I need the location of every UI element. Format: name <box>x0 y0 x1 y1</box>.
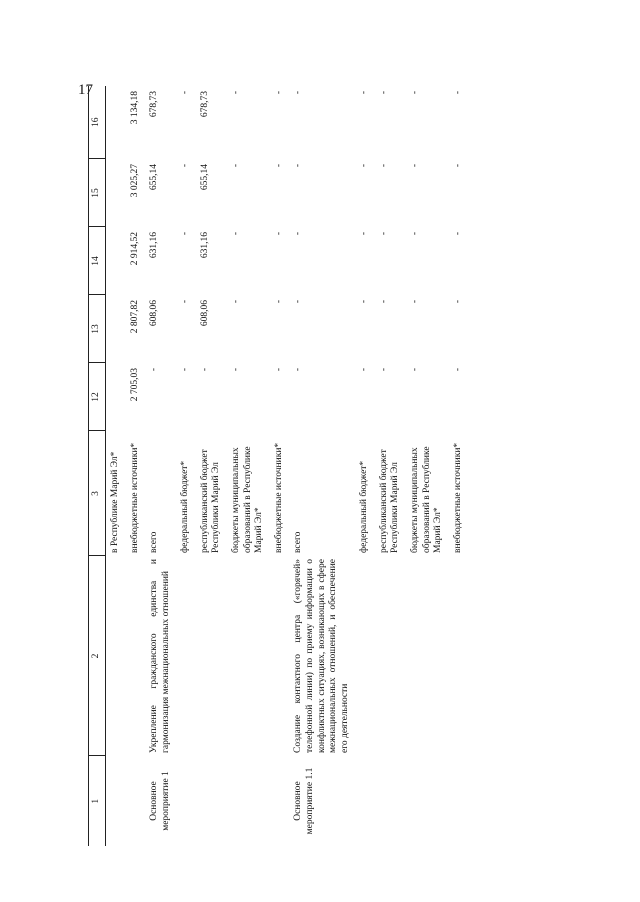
funding-source-cell: внебюджетные источники* <box>273 442 284 553</box>
table-row <box>176 86 196 846</box>
year-value-cell: - <box>273 300 284 304</box>
year-value-cell: 655,14 <box>149 164 160 191</box>
year-value-cell: - <box>231 300 242 304</box>
year-value-cell: - <box>180 164 191 168</box>
budget-table <box>88 86 468 846</box>
header-col-15: 15 <box>89 159 106 227</box>
year-value-cell: - <box>180 368 191 372</box>
year-value-cell: - <box>273 164 284 168</box>
year-value-cell: - <box>293 232 304 236</box>
year-value-cell: 608,06 <box>199 300 210 327</box>
year-value-cell: - <box>452 300 463 304</box>
year-value-cell: - <box>293 164 304 168</box>
year-value-cell: - <box>359 232 370 236</box>
header-col-13: 13 <box>89 295 106 363</box>
activity-name-cell <box>449 556 469 756</box>
header-col-2: 2 <box>89 556 106 756</box>
rotated-table-sheet <box>88 86 558 846</box>
year-value-cell: - <box>409 232 420 236</box>
table-row <box>449 86 469 846</box>
activity-name-cell <box>406 556 449 756</box>
activity-name-cell <box>270 556 290 756</box>
year-value-cell: 2 705,03 <box>129 368 140 402</box>
funding-source-cell: бюджеты муниципальных образований в Республике Марий Эл* <box>231 446 265 553</box>
funding-source-cell: федеральный бюджет* <box>180 460 191 553</box>
table-row <box>126 86 146 846</box>
activity-number-cell <box>227 756 270 846</box>
activity-name-cell <box>126 556 146 756</box>
year-value-cell: 3 134,18 <box>129 91 140 125</box>
year-value-cell: - <box>452 164 463 168</box>
year-value-cell: - <box>273 91 284 95</box>
year-value-cell: - <box>180 91 191 95</box>
funding-source-cell: федеральный бюджет* <box>359 460 370 553</box>
activity-name-cell <box>176 556 196 756</box>
year-value-cell: - <box>359 300 370 304</box>
activity-number-cell <box>449 756 469 846</box>
table-row <box>196 86 227 846</box>
year-value-cell <box>106 159 126 227</box>
year-value-cell: - <box>452 91 463 95</box>
table-row <box>375 86 406 846</box>
funding-source-cell: всего <box>293 531 304 553</box>
header-col-3: 3 <box>89 431 106 556</box>
year-value-cell: - <box>231 232 242 236</box>
year-value-cell: - <box>231 164 242 168</box>
funding-source-cell: республиканский бюджет Республики Марий Эл <box>378 449 401 553</box>
activity-name-cell: Создание контактного центра («горячей» телефонной линии) по приему информации о конфликтных ситуациях, возникающих в сфере межнациональных отношений, и обеспечение его деятельности <box>293 559 350 753</box>
year-value-cell: 631,16 <box>199 232 210 259</box>
year-value-cell: 678,73 <box>199 91 210 118</box>
year-value-cell: 608,06 <box>149 300 160 327</box>
year-value-cell: - <box>409 164 420 168</box>
activity-number-cell <box>196 756 227 846</box>
year-value-cell: - <box>452 232 463 236</box>
year-value-cell: - <box>378 164 389 168</box>
activity-number-cell <box>176 756 196 846</box>
year-value-cell: - <box>273 368 284 372</box>
table-row <box>289 86 355 846</box>
year-value-cell <box>106 86 126 159</box>
year-value-cell: 631,16 <box>149 232 160 259</box>
year-value-cell: 3 025,27 <box>129 164 140 198</box>
funding-source-cell: в Республике Марий Эл* <box>110 451 120 553</box>
year-value-cell: - <box>231 368 242 372</box>
year-value-cell: 678,73 <box>149 91 160 118</box>
activity-name-cell <box>227 556 270 756</box>
year-value-cell: - <box>409 368 420 372</box>
year-value-cell: - <box>293 91 304 95</box>
activity-number-cell <box>126 756 146 846</box>
header-row <box>89 86 106 846</box>
year-value-cell <box>106 295 126 363</box>
year-value-cell <box>106 227 126 295</box>
year-value-cell: - <box>378 300 389 304</box>
year-value-cell: - <box>180 300 191 304</box>
year-value-cell: - <box>452 368 463 372</box>
page-number: 17 <box>78 82 93 98</box>
year-value-cell: - <box>378 368 389 372</box>
year-value-cell: - <box>149 368 160 372</box>
table-row <box>355 86 375 846</box>
year-value-cell: 2 914,52 <box>129 232 140 266</box>
funding-source-cell: всего <box>149 531 160 553</box>
activity-name-cell: Укрепление гражданского единства и гармонизация межнациональных отношений <box>149 559 171 753</box>
activity-number-cell <box>106 756 126 846</box>
activity-number-cell <box>375 756 406 846</box>
activity-number-cell: Основное мероприятие 1.1 <box>293 767 315 835</box>
table-row <box>227 86 270 846</box>
year-value-cell: - <box>180 232 191 236</box>
funding-source-cell: республиканский бюджет Республики Марий Эл <box>199 449 222 553</box>
funding-source-cell: бюджеты муниципальных образований в Республике Марий Эл* <box>409 446 444 553</box>
header-col-1: 1 <box>89 756 106 846</box>
header-col-16: 16 <box>89 86 106 159</box>
activity-number-cell <box>406 756 449 846</box>
table-row <box>270 86 290 846</box>
year-value-cell: - <box>378 91 389 95</box>
year-value-cell: - <box>273 232 284 236</box>
funding-source-cell: внебюджетные источники* <box>452 442 463 553</box>
activity-number-cell <box>355 756 375 846</box>
year-value-cell: 2 807,82 <box>129 300 140 334</box>
activity-number-cell: Основное мероприятие 1 <box>149 771 171 831</box>
activity-name-cell <box>106 556 126 756</box>
activity-name-cell <box>196 556 227 756</box>
activity-number-cell <box>270 756 290 846</box>
activity-name-cell <box>355 556 375 756</box>
header-col-12: 12 <box>89 363 106 431</box>
year-value-cell: - <box>359 164 370 168</box>
table-row <box>106 86 126 846</box>
year-value-cell: 655,14 <box>199 164 210 191</box>
year-value-cell: - <box>199 368 210 372</box>
year-value-cell: - <box>359 91 370 95</box>
table-row <box>406 86 449 846</box>
table-row <box>145 86 176 846</box>
year-value-cell: - <box>293 368 304 372</box>
year-value-cell: - <box>293 300 304 304</box>
year-value-cell: - <box>231 91 242 95</box>
funding-source-cell: внебюджетные источники* <box>129 442 140 553</box>
year-value-cell: - <box>359 368 370 372</box>
year-value-cell: - <box>409 91 420 95</box>
year-value-cell <box>106 363 126 431</box>
header-col-14: 14 <box>89 227 106 295</box>
year-value-cell: - <box>378 232 389 236</box>
activity-name-cell <box>375 556 406 756</box>
year-value-cell: - <box>409 300 420 304</box>
